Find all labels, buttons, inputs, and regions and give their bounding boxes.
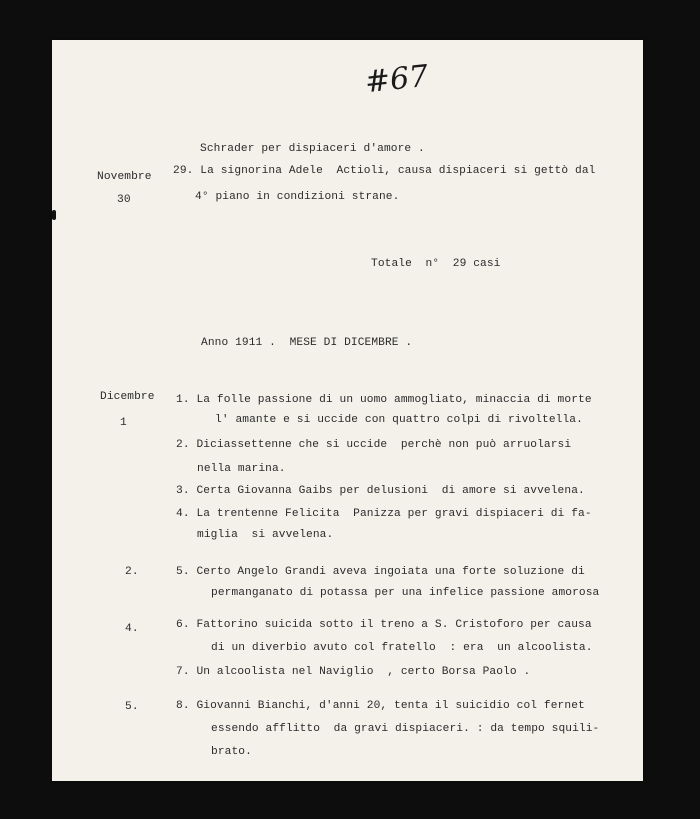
date-label: Novembre	[97, 171, 152, 183]
text-line: di un diverbio avuto col fratello : era un alcoolista.	[211, 642, 593, 654]
date-label: Dicembre	[100, 391, 155, 403]
text-line: 5. Certo Angelo Grandi aveva ingoiata una forte soluzione di	[176, 566, 585, 578]
text-line: 4° piano in condizioni strane.	[195, 191, 400, 203]
text-line: 3. Certa Giovanna Gaibs per delusioni di amore si avvelena.	[176, 485, 585, 497]
text-line: 7. Un alcoolista nel Naviglio , certo Borsa Paolo .	[176, 666, 531, 678]
text-line: 4. La trentenne Felicita Panizza per gravi dispiaceri di fa-	[176, 508, 592, 520]
text-line: 2. Diciassettenne che si uccide perchè non può arruolarsi	[176, 439, 572, 451]
total-line: Totale n° 29 casi	[371, 258, 501, 270]
date-label: 30	[117, 194, 131, 206]
date-label: 5.	[125, 701, 139, 713]
text-line: 6. Fattorino suicida sotto il treno a S. Cristoforo per causa	[176, 619, 592, 631]
text-line: 8. Giovanni Bianchi, d'anni 20, tenta il suicidio col fernet	[176, 700, 585, 712]
date-label: 2.	[125, 566, 139, 578]
text-line: 29. La signorina Adele Actioli, causa dispiaceri si gettò dal	[173, 165, 596, 177]
document-page	[52, 40, 643, 781]
text-line: l' amante e si uccide con quattro colpi di rivoltella.	[215, 414, 583, 426]
ink-smudge	[52, 210, 56, 220]
text-line: Schrader per dispiaceri d'amore .	[200, 143, 425, 155]
text-line: nella marina.	[197, 463, 286, 475]
date-label: 1	[120, 417, 127, 429]
text-line: essendo afflitto da gravi dispiaceri. : da tempo squili-	[211, 723, 600, 735]
date-label: 4.	[125, 623, 139, 635]
text-line: miglia si avvelena.	[197, 529, 334, 541]
text-line: permanganato di potassa per una infelice passione amorosa	[211, 587, 600, 599]
text-line: brato.	[211, 746, 252, 758]
text-line: 1. La folle passione di un uomo ammogliato, minaccia di morte	[176, 394, 592, 406]
section-heading: Anno 1911 . MESE DI DICEMBRE .	[201, 337, 413, 349]
handwritten-page-number: #67	[363, 58, 430, 101]
